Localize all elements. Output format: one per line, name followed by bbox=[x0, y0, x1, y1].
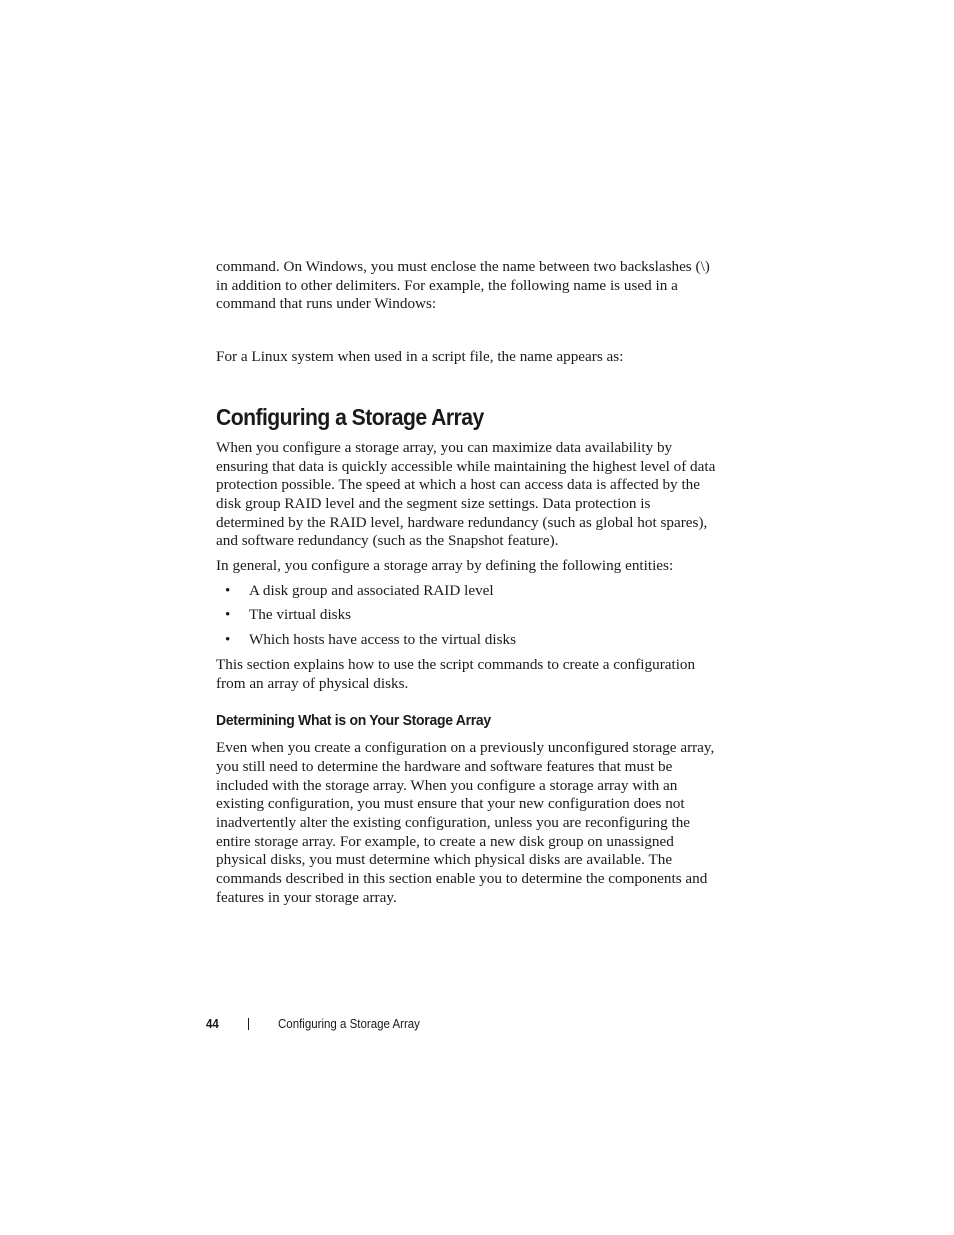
section-paragraph-2: In general, you configure a storage array by defining the following entities: bbox=[216, 557, 674, 575]
entity-list bbox=[216, 582, 716, 650]
linux-paragraph: For a Linux system when used in a script file, the name appears as: bbox=[216, 348, 624, 366]
bullet-icon: • bbox=[225, 631, 231, 649]
list-item bbox=[216, 606, 716, 625]
page-footer bbox=[206, 1015, 420, 1033]
list-item bbox=[216, 631, 716, 650]
footer-chapter-title: Configuring a Storage Array bbox=[278, 1017, 420, 1031]
bullet-icon: • bbox=[225, 606, 231, 624]
section-paragraph-3: This section explains how to use the script commands to create a configuration from an array of physical disks. bbox=[216, 655, 696, 692]
subsection-paragraph: Even when you create a configuration on a previously unconfigured storage array, you still need to determine the hardware and software features that must be included with the storage array. When you configure a storage array with an existing configuration, you must ensure that your new configuration does not inadvertently alter the existing configuration, unless you are reconfiguring the entire storage array. For example, to create a new disk group on unassigned physical disks, you must determine which physical disks are available. The commands described in this section enable you to determine the components and features in your storage array. bbox=[216, 739, 715, 906]
section-paragraph-1: When you configure a storage array, you can maximize data availability by ensuring that data is quickly accessible while maintaining the highest level of data protection possible. The speed at which a host can access data is affected by the disk group RAID level and the segment size settings. Data protection is determined by the RAID level, hardware redundancy (such as global hot spares), and software redundancy (such as the Snapshot feature). bbox=[216, 438, 716, 550]
list-item-text: A disk group and associated RAID level bbox=[249, 581, 494, 599]
list-item bbox=[216, 582, 716, 601]
list-item-text: Which hosts have access to the virtual disks bbox=[249, 631, 516, 649]
list-item-text: The virtual disks bbox=[249, 606, 352, 624]
section-heading: Configuring a Storage Array bbox=[216, 403, 484, 430]
subsection-heading: Determining What is on Your Storage Array bbox=[216, 712, 491, 730]
intro-paragraph: command. On Windows, you must enclose the name between two backslashes (\) in addition to other delimiters. For example, the following name is used in a command that runs under Windows: bbox=[216, 258, 710, 313]
footer-separator bbox=[248, 1018, 249, 1030]
page-body bbox=[216, 258, 716, 908]
bullet-icon: • bbox=[225, 581, 231, 599]
page-number: 44 bbox=[206, 1017, 219, 1031]
